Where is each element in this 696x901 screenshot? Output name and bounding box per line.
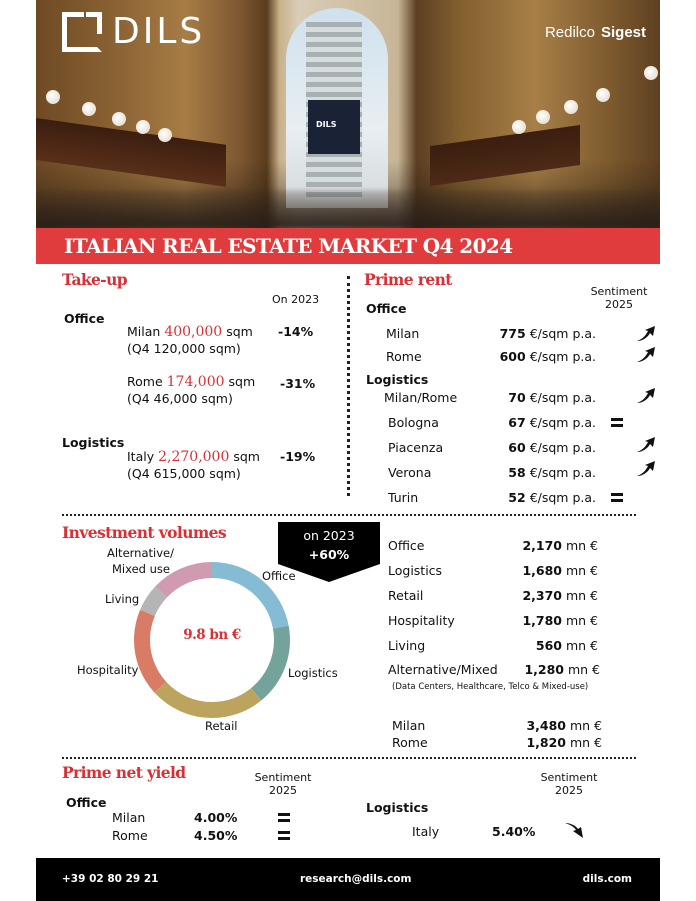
rent-unit: €/sqm p.a. [529,440,596,455]
city-label: Rome [392,735,428,750]
horizontal-divider [62,757,636,759]
rent-unit: €/sqm p.a. [529,349,596,364]
sentiment-header-line1: Sentiment [590,285,648,298]
takeup-value: 2,270,000 [158,449,230,465]
stable-equal-icon [611,493,623,502]
sector-unit: mn € [567,662,600,677]
stable-equal-icon [278,831,290,840]
takeup-row [127,374,255,390]
sector-number: 2,170 [522,538,562,553]
investment-title: Investment volumes [62,523,227,542]
city-label: Milan [392,718,426,733]
trend-up-icon [636,347,656,363]
donut-label-hospitality: Hospitality [77,663,139,677]
rent-city: Verona [388,465,432,480]
dils-logo-icon [62,12,102,52]
sector-label: Living [388,638,426,653]
yield-office-label: Office [66,795,107,810]
partner-sigest: Sigest [600,24,646,41]
stable-equal-icon [278,813,290,822]
donut-label-retail: Retail [205,719,238,733]
trend-up-icon [636,437,656,453]
awning-right [430,125,580,186]
sector-unit: mn € [565,638,598,653]
sector-unit: mn € [565,538,598,553]
rent-city: Milan/Rome [384,390,458,405]
rent-value [488,349,596,364]
rent-value [488,415,596,430]
lamp-icon [112,112,126,126]
partner-redilco: Redilco [544,24,595,41]
takeup-title: Take-up [62,270,128,289]
footer-phone[interactable]: +39 02 80 29 21 [62,873,159,885]
footer-email[interactable]: research@dils.com [300,873,412,885]
title-band [36,228,660,264]
sentiment-header-line1: Sentiment [254,771,312,784]
rent-unit: €/sqm p.a. [529,415,596,430]
donut-label-office: Office [262,569,296,583]
city: Rome [127,374,163,389]
prime-rent-title: Prime rent [364,270,452,289]
sector-label: Retail [388,588,424,603]
sentiment-header-line2: 2025 [269,784,297,797]
sector-number: 1,680 [522,563,562,578]
trend-down-icon [564,822,584,838]
city-number: 3,480 [526,718,566,733]
sector-value [488,638,598,653]
alternative-note: (Data Centers, Healthcare, Telco & Mixed-use) [392,682,589,692]
takeup-office-label: Office [64,311,105,326]
sector-value [488,538,598,553]
rent-logistics-label: Logistics [366,372,429,387]
takeup-col-header: On 2023 [272,293,320,306]
takeup-change: -19% [280,449,316,464]
takeup-value: 400,000 [164,324,223,340]
sector-value [488,588,598,603]
trend-up-icon [636,388,656,404]
sector-unit: mn € [565,588,598,603]
rent-number: 60 [508,440,526,455]
lamp-icon [158,128,172,142]
lamp-icon [512,120,526,134]
takeup-change: -31% [280,376,316,391]
sentiment-header-line2: 2025 [555,784,583,797]
rent-office-label: Office [366,301,407,316]
donut-label-living: Living [105,592,140,606]
rent-city: Bologna [388,415,439,430]
hero-photo [36,0,660,228]
rent-number: 70 [508,390,526,405]
donut-label-alt2: Mixed use [112,562,170,576]
rent-number: 52 [508,490,526,505]
rent-city: Rome [386,349,422,364]
awning-left [36,118,226,187]
billboard [308,100,360,154]
yield-title: Prime net yield [62,763,186,782]
dils-logo [62,12,205,52]
lamp-icon [564,100,578,114]
sector-unit: mn € [565,613,598,628]
page-title: ITALIAN REAL ESTATE MARKET Q4 2024 [64,234,513,258]
rent-unit: €/sqm p.a. [529,490,596,505]
yield-logistics-label: Logistics [366,800,429,815]
yield-value: 5.40% [492,824,536,839]
takeup-q4: (Q4 46,000 sqm) [127,391,233,406]
trend-up-icon [636,326,656,342]
city-value [488,718,602,733]
rent-unit: €/sqm p.a. [529,390,596,405]
takeup-row [127,449,260,465]
donut-total: 9.8 bn € [183,627,241,643]
lamp-icon [644,66,658,80]
yield-sentiment-header [534,771,604,797]
rent-value [488,326,596,341]
yield-value: 4.50% [194,828,238,843]
rent-city: Piacenza [388,440,444,455]
sector-number: 2,370 [522,588,562,603]
city-unit: mn € [569,718,602,733]
rent-value [488,440,596,455]
footer-bar [36,858,660,901]
horizontal-divider [62,514,636,516]
rent-unit: €/sqm p.a. [529,326,596,341]
yield-city: Milan [112,810,146,825]
crowd [36,190,660,228]
badge-line2: +60% [308,547,350,562]
vertical-divider [347,276,350,496]
trend-up-icon [636,461,656,477]
takeup-q4: (Q4 615,000 sqm) [127,466,241,481]
sector-value [488,662,600,677]
sector-number: 560 [535,638,562,653]
sentiment-header-line1: Sentiment [540,771,598,784]
city: Italy [127,449,155,464]
rent-number: 775 [499,326,526,341]
unit: sqm [233,449,260,464]
footer-website[interactable]: dils.com [582,873,632,885]
rent-city: Turin [388,490,419,505]
billboard-logo: DILS [316,120,337,129]
sector-label: Logistics [388,563,443,578]
sector-number: 1,280 [524,662,564,677]
partner-logos [545,24,646,41]
city: Milan [127,324,161,339]
rent-value [488,465,596,480]
takeup-value: 174,000 [166,374,225,390]
stable-equal-icon [611,418,623,427]
takeup-q4: (Q4 120,000 sqm) [127,341,241,356]
donut-label-logistics: Logistics [288,666,338,680]
sector-label: Hospitality [388,613,455,628]
unit: sqm [226,324,253,339]
lamp-icon [136,120,150,134]
logo-text: DILS [112,11,206,52]
rent-value [488,490,596,505]
rent-unit: €/sqm p.a. [529,465,596,480]
lamp-icon [46,90,60,104]
takeup-change: -14% [278,324,314,339]
sector-label: Office [388,538,425,553]
takeup-row [127,324,253,340]
city-number: 1,820 [526,735,566,750]
lamp-icon [596,88,610,102]
city-unit: mn € [569,735,602,750]
rent-number: 67 [508,415,526,430]
city-value [488,735,602,750]
lamp-icon [536,110,550,124]
yield-city: Rome [112,828,148,843]
takeup-logistics-label: Logistics [62,435,125,450]
yield-value: 4.00% [194,810,238,825]
rent-number: 58 [508,465,526,480]
rent-number: 600 [499,349,526,364]
unit: sqm [228,374,256,389]
lamp-icon [82,102,96,116]
badge-line1: on 2023 [303,528,355,543]
sentiment-header [584,285,654,311]
sector-label: Alternative/Mixed [388,662,498,677]
sector-value [488,563,598,578]
sector-number: 1,780 [522,613,562,628]
rent-value [488,390,596,405]
yield-sentiment-header [248,771,318,797]
donut-label-alt: Alternative/ [107,546,174,560]
sentiment-header-line2: 2025 [605,298,633,311]
sector-value [488,613,598,628]
sector-unit: mn € [565,563,598,578]
report-page [36,0,660,901]
yield-city: Italy [412,824,440,839]
rent-city: Milan [386,326,420,341]
